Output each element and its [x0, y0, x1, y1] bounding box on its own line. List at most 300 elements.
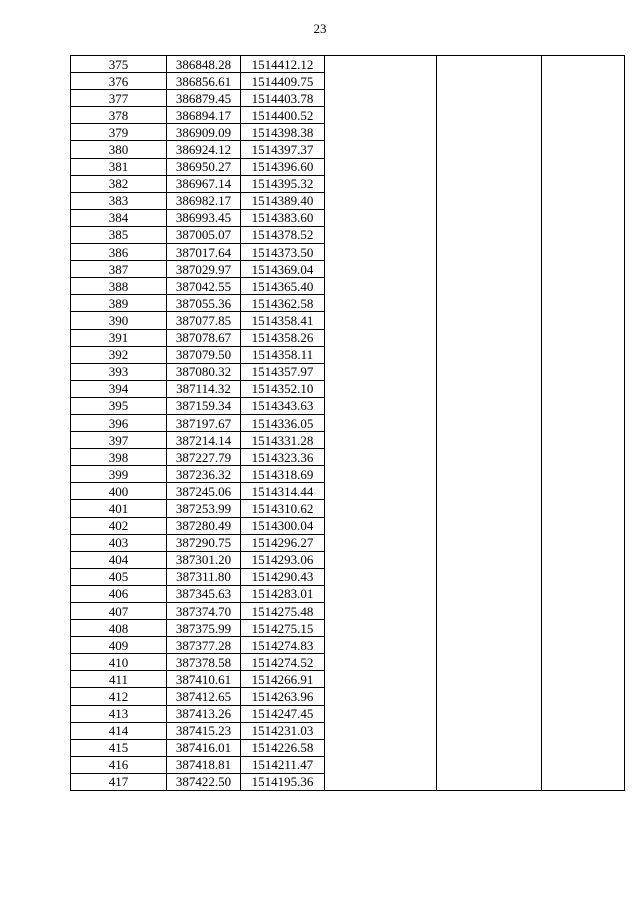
empty-cell — [325, 568, 437, 585]
x-coordinate-cell: 387078.67 — [167, 329, 241, 346]
table-row — [71, 773, 625, 790]
empty-cell — [542, 141, 625, 158]
point-number-cell: 385 — [71, 226, 167, 243]
x-coordinate-cell: 387080.32 — [167, 363, 241, 380]
y-coordinate-cell: 1514365.40 — [241, 278, 325, 295]
point-number-cell: 394 — [71, 380, 167, 397]
point-number-cell: 402 — [71, 517, 167, 534]
y-coordinate-cell: 1514211.47 — [241, 756, 325, 773]
y-coordinate-cell: 1514362.58 — [241, 295, 325, 312]
table-row — [71, 278, 625, 295]
empty-cell — [542, 773, 625, 790]
table-row — [71, 346, 625, 363]
empty-cell — [325, 397, 437, 414]
empty-cell — [325, 773, 437, 790]
point-number-cell: 401 — [71, 500, 167, 517]
table-row — [71, 654, 625, 671]
y-coordinate-cell: 1514266.91 — [241, 671, 325, 688]
x-coordinate-cell: 387418.81 — [167, 756, 241, 773]
table-row — [71, 295, 625, 312]
empty-cell — [325, 244, 437, 261]
empty-cell — [325, 603, 437, 620]
empty-cell — [542, 705, 625, 722]
table-row — [71, 329, 625, 346]
empty-cell — [325, 295, 437, 312]
x-coordinate-cell: 387422.50 — [167, 773, 241, 790]
x-coordinate-cell: 387253.99 — [167, 500, 241, 517]
empty-cell — [325, 585, 437, 602]
x-coordinate-cell: 387077.85 — [167, 312, 241, 329]
y-coordinate-cell: 1514389.40 — [241, 192, 325, 209]
table-row — [71, 432, 625, 449]
empty-cell — [325, 671, 437, 688]
empty-cell — [437, 432, 542, 449]
empty-cell — [325, 705, 437, 722]
table-row — [71, 449, 625, 466]
table-row — [71, 414, 625, 431]
point-number-cell: 387 — [71, 261, 167, 278]
empty-cell — [325, 551, 437, 568]
empty-cell — [542, 517, 625, 534]
y-coordinate-cell: 1514274.83 — [241, 637, 325, 654]
point-number-cell: 408 — [71, 620, 167, 637]
table-row — [71, 363, 625, 380]
empty-cell — [437, 295, 542, 312]
x-coordinate-cell: 386950.27 — [167, 158, 241, 175]
y-coordinate-cell: 1514358.41 — [241, 312, 325, 329]
table-row — [71, 261, 625, 278]
table-row — [71, 380, 625, 397]
x-coordinate-cell: 387290.75 — [167, 534, 241, 551]
y-coordinate-cell: 1514263.96 — [241, 688, 325, 705]
empty-cell — [437, 603, 542, 620]
y-coordinate-cell: 1514275.15 — [241, 620, 325, 637]
empty-cell — [437, 705, 542, 722]
point-number-cell: 386 — [71, 244, 167, 261]
y-coordinate-cell: 1514400.52 — [241, 107, 325, 124]
empty-cell — [542, 295, 625, 312]
y-coordinate-cell: 1514274.52 — [241, 654, 325, 671]
x-coordinate-cell: 387214.14 — [167, 432, 241, 449]
y-coordinate-cell: 1514275.48 — [241, 603, 325, 620]
empty-cell — [437, 312, 542, 329]
table-row — [71, 722, 625, 739]
empty-cell — [542, 688, 625, 705]
empty-cell — [325, 346, 437, 363]
empty-cell — [542, 244, 625, 261]
point-number-cell: 405 — [71, 568, 167, 585]
empty-cell — [542, 192, 625, 209]
empty-cell — [325, 722, 437, 739]
empty-cell — [542, 637, 625, 654]
x-coordinate-cell: 387236.32 — [167, 466, 241, 483]
empty-cell — [542, 551, 625, 568]
empty-cell — [437, 449, 542, 466]
empty-cell — [325, 192, 437, 209]
empty-cell — [437, 568, 542, 585]
table-row — [71, 56, 625, 73]
y-coordinate-cell: 1514300.04 — [241, 517, 325, 534]
x-coordinate-cell: 387377.28 — [167, 637, 241, 654]
empty-cell — [542, 124, 625, 141]
empty-cell — [325, 517, 437, 534]
empty-cell — [542, 739, 625, 756]
y-coordinate-cell: 1514398.38 — [241, 124, 325, 141]
y-coordinate-cell: 1514195.36 — [241, 773, 325, 790]
empty-cell — [542, 603, 625, 620]
x-coordinate-cell: 387197.67 — [167, 414, 241, 431]
empty-cell — [437, 226, 542, 243]
empty-cell — [542, 756, 625, 773]
y-coordinate-cell: 1514247.45 — [241, 705, 325, 722]
y-coordinate-cell: 1514310.62 — [241, 500, 325, 517]
y-coordinate-cell: 1514226.58 — [241, 739, 325, 756]
y-coordinate-cell: 1514231.03 — [241, 722, 325, 739]
x-coordinate-cell: 387375.99 — [167, 620, 241, 637]
point-number-cell: 400 — [71, 483, 167, 500]
point-number-cell: 406 — [71, 585, 167, 602]
table-row — [71, 124, 625, 141]
x-coordinate-cell: 386848.28 — [167, 56, 241, 73]
y-coordinate-cell: 1514318.69 — [241, 466, 325, 483]
empty-cell — [325, 56, 437, 73]
x-coordinate-cell: 387311.80 — [167, 568, 241, 585]
empty-cell — [325, 226, 437, 243]
empty-cell — [437, 209, 542, 226]
empty-cell — [437, 363, 542, 380]
table-row — [71, 517, 625, 534]
y-coordinate-cell: 1514293.06 — [241, 551, 325, 568]
x-coordinate-cell: 386967.14 — [167, 175, 241, 192]
table-row — [71, 500, 625, 517]
table-row — [71, 73, 625, 90]
point-number-cell: 411 — [71, 671, 167, 688]
table-row — [71, 756, 625, 773]
empty-cell — [542, 278, 625, 295]
x-coordinate-cell: 387029.97 — [167, 261, 241, 278]
x-coordinate-cell: 387245.06 — [167, 483, 241, 500]
x-coordinate-cell: 387055.36 — [167, 295, 241, 312]
y-coordinate-cell: 1514373.50 — [241, 244, 325, 261]
x-coordinate-cell: 387017.64 — [167, 244, 241, 261]
y-coordinate-cell: 1514283.01 — [241, 585, 325, 602]
empty-cell — [437, 756, 542, 773]
x-coordinate-cell: 386879.45 — [167, 90, 241, 107]
empty-cell — [542, 654, 625, 671]
table-row — [71, 192, 625, 209]
table-row — [71, 397, 625, 414]
x-coordinate-cell: 387227.79 — [167, 449, 241, 466]
point-number-cell: 397 — [71, 432, 167, 449]
y-coordinate-cell: 1514397.37 — [241, 141, 325, 158]
point-number-cell: 376 — [71, 73, 167, 90]
empty-cell — [437, 688, 542, 705]
point-number-cell: 384 — [71, 209, 167, 226]
x-coordinate-cell: 386894.17 — [167, 107, 241, 124]
empty-cell — [542, 483, 625, 500]
point-number-cell: 378 — [71, 107, 167, 124]
empty-cell — [437, 654, 542, 671]
point-number-cell: 395 — [71, 397, 167, 414]
empty-cell — [437, 124, 542, 141]
y-coordinate-cell: 1514383.60 — [241, 209, 325, 226]
empty-cell — [325, 414, 437, 431]
empty-cell — [437, 671, 542, 688]
empty-cell — [325, 158, 437, 175]
y-coordinate-cell: 1514323.36 — [241, 449, 325, 466]
point-number-cell: 383 — [71, 192, 167, 209]
empty-cell — [542, 158, 625, 175]
y-coordinate-cell: 1514331.28 — [241, 432, 325, 449]
empty-cell — [325, 500, 437, 517]
x-coordinate-cell: 386856.61 — [167, 73, 241, 90]
empty-cell — [437, 620, 542, 637]
empty-cell — [325, 449, 437, 466]
table-row — [71, 226, 625, 243]
table-row — [71, 705, 625, 722]
x-coordinate-cell: 387301.20 — [167, 551, 241, 568]
point-number-cell: 381 — [71, 158, 167, 175]
point-number-cell: 407 — [71, 603, 167, 620]
empty-cell — [542, 346, 625, 363]
table-row — [71, 551, 625, 568]
table-row — [71, 158, 625, 175]
table-row — [71, 244, 625, 261]
empty-cell — [437, 158, 542, 175]
table-row — [71, 141, 625, 158]
y-coordinate-cell: 1514412.12 — [241, 56, 325, 73]
empty-cell — [437, 483, 542, 500]
empty-cell — [325, 432, 437, 449]
empty-cell — [542, 175, 625, 192]
empty-cell — [437, 739, 542, 756]
x-coordinate-cell: 387345.63 — [167, 585, 241, 602]
point-number-cell: 380 — [71, 141, 167, 158]
empty-cell — [325, 329, 437, 346]
empty-cell — [437, 551, 542, 568]
y-coordinate-cell: 1514296.27 — [241, 534, 325, 551]
empty-cell — [325, 637, 437, 654]
empty-cell — [437, 107, 542, 124]
y-coordinate-cell: 1514396.60 — [241, 158, 325, 175]
empty-cell — [542, 432, 625, 449]
empty-cell — [325, 654, 437, 671]
point-number-cell: 392 — [71, 346, 167, 363]
empty-cell — [325, 73, 437, 90]
empty-cell — [325, 261, 437, 278]
empty-cell — [325, 209, 437, 226]
point-number-cell: 403 — [71, 534, 167, 551]
empty-cell — [437, 329, 542, 346]
empty-cell — [542, 261, 625, 278]
point-number-cell: 417 — [71, 773, 167, 790]
empty-cell — [542, 620, 625, 637]
x-coordinate-cell: 387280.49 — [167, 517, 241, 534]
empty-cell — [437, 261, 542, 278]
table-row — [71, 671, 625, 688]
table-row — [71, 209, 625, 226]
table-row — [71, 603, 625, 620]
table-row — [71, 568, 625, 585]
point-number-cell: 388 — [71, 278, 167, 295]
empty-cell — [325, 688, 437, 705]
empty-cell — [437, 397, 542, 414]
point-number-cell: 375 — [71, 56, 167, 73]
y-coordinate-cell: 1514336.05 — [241, 414, 325, 431]
empty-cell — [542, 90, 625, 107]
empty-cell — [437, 244, 542, 261]
empty-cell — [437, 534, 542, 551]
x-coordinate-cell: 387159.34 — [167, 397, 241, 414]
empty-cell — [437, 346, 542, 363]
empty-cell — [542, 568, 625, 585]
y-coordinate-cell: 1514378.52 — [241, 226, 325, 243]
empty-cell — [325, 483, 437, 500]
empty-cell — [437, 73, 542, 90]
empty-cell — [325, 466, 437, 483]
table-row — [71, 466, 625, 483]
table-row — [71, 688, 625, 705]
point-number-cell: 391 — [71, 329, 167, 346]
point-number-cell: 389 — [71, 295, 167, 312]
empty-cell — [437, 90, 542, 107]
point-number-cell: 393 — [71, 363, 167, 380]
coordinates-table — [70, 55, 625, 791]
empty-cell — [542, 585, 625, 602]
empty-cell — [542, 226, 625, 243]
empty-cell — [437, 380, 542, 397]
empty-cell — [542, 312, 625, 329]
y-coordinate-cell: 1514358.11 — [241, 346, 325, 363]
empty-cell — [437, 722, 542, 739]
point-number-cell: 377 — [71, 90, 167, 107]
point-number-cell: 415 — [71, 739, 167, 756]
empty-cell — [325, 534, 437, 551]
empty-cell — [437, 278, 542, 295]
point-number-cell: 399 — [71, 466, 167, 483]
empty-cell — [542, 329, 625, 346]
table-row — [71, 534, 625, 551]
empty-cell — [542, 466, 625, 483]
y-coordinate-cell: 1514343.63 — [241, 397, 325, 414]
empty-cell — [437, 414, 542, 431]
empty-cell — [437, 141, 542, 158]
empty-cell — [542, 73, 625, 90]
y-coordinate-cell: 1514314.44 — [241, 483, 325, 500]
x-coordinate-cell: 387114.32 — [167, 380, 241, 397]
table-row — [71, 483, 625, 500]
empty-cell — [542, 363, 625, 380]
y-coordinate-cell: 1514409.75 — [241, 73, 325, 90]
empty-cell — [325, 312, 437, 329]
point-number-cell: 413 — [71, 705, 167, 722]
point-number-cell: 414 — [71, 722, 167, 739]
y-coordinate-cell: 1514358.26 — [241, 329, 325, 346]
y-coordinate-cell: 1514352.10 — [241, 380, 325, 397]
table-row — [71, 637, 625, 654]
y-coordinate-cell: 1514369.04 — [241, 261, 325, 278]
empty-cell — [542, 209, 625, 226]
empty-cell — [325, 141, 437, 158]
table-row — [71, 585, 625, 602]
empty-cell — [437, 466, 542, 483]
empty-cell — [542, 534, 625, 551]
point-number-cell: 409 — [71, 637, 167, 654]
empty-cell — [542, 671, 625, 688]
x-coordinate-cell: 387412.65 — [167, 688, 241, 705]
empty-cell — [542, 56, 625, 73]
empty-cell — [542, 107, 625, 124]
empty-cell — [325, 278, 437, 295]
x-coordinate-cell: 387042.55 — [167, 278, 241, 295]
empty-cell — [437, 192, 542, 209]
empty-cell — [325, 90, 437, 107]
empty-cell — [542, 449, 625, 466]
point-number-cell: 412 — [71, 688, 167, 705]
empty-cell — [437, 56, 542, 73]
table-row — [71, 620, 625, 637]
table-row — [71, 175, 625, 192]
point-number-cell: 404 — [71, 551, 167, 568]
empty-cell — [542, 500, 625, 517]
empty-cell — [542, 414, 625, 431]
x-coordinate-cell: 387005.07 — [167, 226, 241, 243]
empty-cell — [437, 517, 542, 534]
point-number-cell: 398 — [71, 449, 167, 466]
page-number: 23 — [313, 21, 327, 36]
x-coordinate-cell: 387416.01 — [167, 739, 241, 756]
empty-cell — [437, 637, 542, 654]
point-number-cell: 410 — [71, 654, 167, 671]
y-coordinate-cell: 1514290.43 — [241, 568, 325, 585]
point-number-cell: 390 — [71, 312, 167, 329]
empty-cell — [325, 380, 437, 397]
x-coordinate-cell: 386909.09 — [167, 124, 241, 141]
empty-cell — [325, 175, 437, 192]
point-number-cell: 396 — [71, 414, 167, 431]
empty-cell — [325, 756, 437, 773]
x-coordinate-cell: 387079.50 — [167, 346, 241, 363]
point-number-cell: 379 — [71, 124, 167, 141]
x-coordinate-cell: 386993.45 — [167, 209, 241, 226]
table-row — [71, 107, 625, 124]
coordinates-table-body — [71, 56, 625, 791]
table-row — [71, 739, 625, 756]
table-row — [71, 90, 625, 107]
x-coordinate-cell: 387413.26 — [167, 705, 241, 722]
point-number-cell: 416 — [71, 756, 167, 773]
empty-cell — [325, 124, 437, 141]
empty-cell — [437, 175, 542, 192]
empty-cell — [542, 722, 625, 739]
empty-cell — [325, 363, 437, 380]
y-coordinate-cell: 1514357.97 — [241, 363, 325, 380]
point-number-cell: 382 — [71, 175, 167, 192]
x-coordinate-cell: 386982.17 — [167, 192, 241, 209]
empty-cell — [437, 585, 542, 602]
x-coordinate-cell: 387378.58 — [167, 654, 241, 671]
x-coordinate-cell: 387415.23 — [167, 722, 241, 739]
y-coordinate-cell: 1514403.78 — [241, 90, 325, 107]
x-coordinate-cell: 387410.61 — [167, 671, 241, 688]
table-row — [71, 312, 625, 329]
x-coordinate-cell: 386924.12 — [167, 141, 241, 158]
empty-cell — [325, 739, 437, 756]
empty-cell — [542, 397, 625, 414]
empty-cell — [542, 380, 625, 397]
empty-cell — [437, 500, 542, 517]
y-coordinate-cell: 1514395.32 — [241, 175, 325, 192]
